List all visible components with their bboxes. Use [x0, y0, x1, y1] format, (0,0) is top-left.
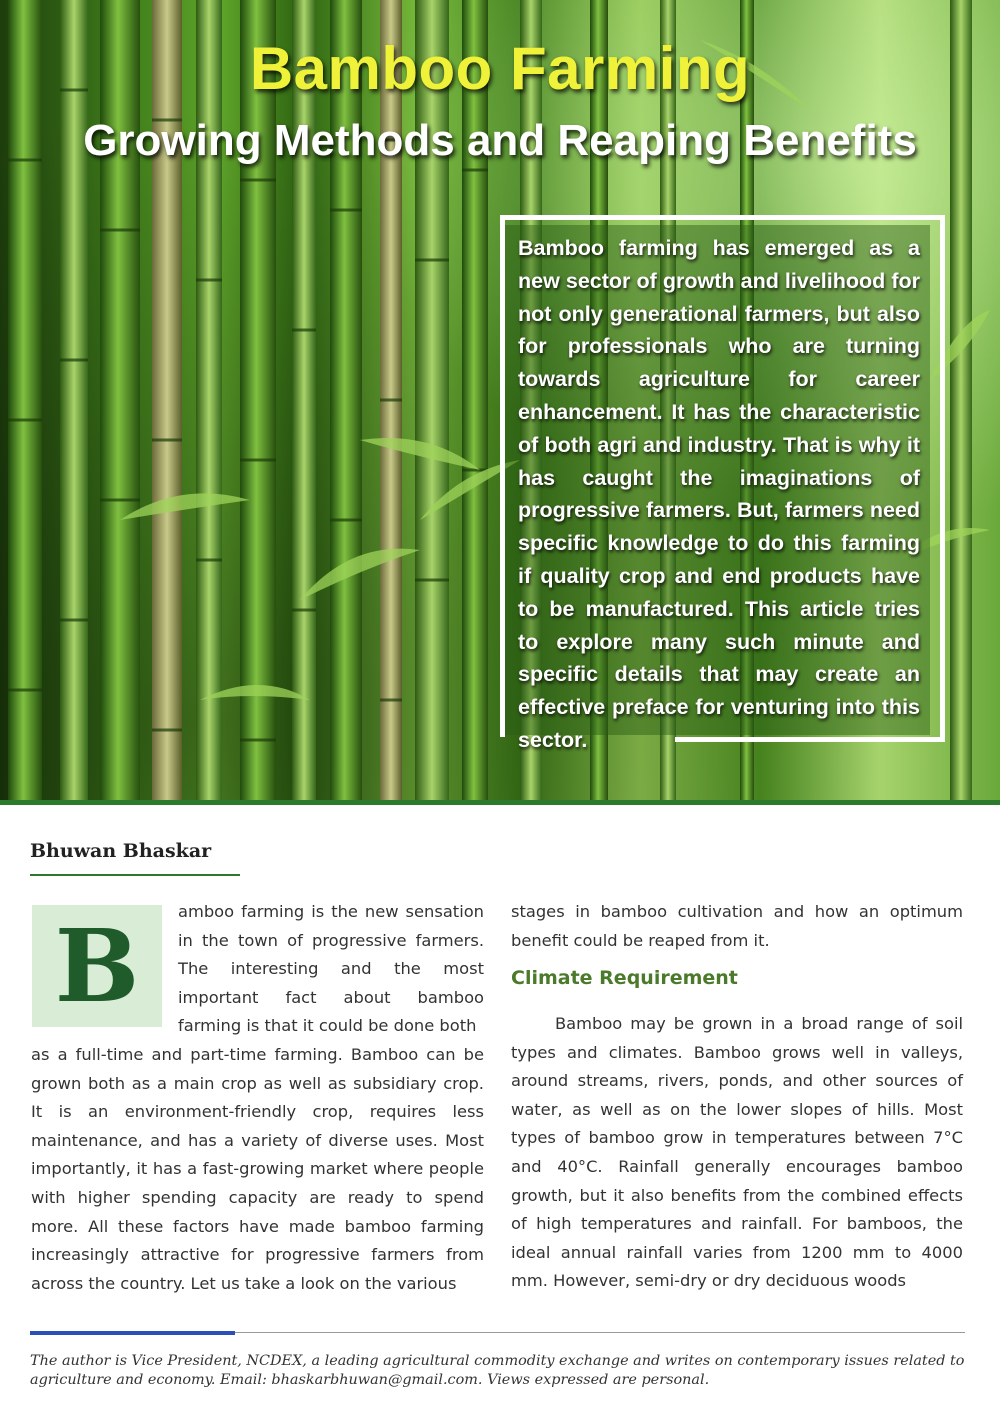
- section-heading-climate: Climate Requirement: [511, 967, 738, 989]
- climate-paragraph: [511, 1010, 963, 1296]
- article-paragraph-1-start: [178, 898, 484, 1041]
- article-paragraph-1-end: [511, 898, 963, 955]
- author-footnote: The author is Vice President, NCDEX, a leading agricultural commodity exchange and writes on contemporary issues related to agriculture and economy. Email: bhaskarbhuwan@gmail.com. Views expressed are personal.: [30, 1353, 965, 1388]
- author-name: Bhuwan Bhaskar: [30, 840, 212, 862]
- article-text: Bamboo may be grown in a broad range of soil types and climates. Bamboo grows well in valleys, around streams, rivers, ponds, and other sources of water, as well as on the lower slopes of hills. Most types of bamboo grow in temperatures between 7°C and 40°C. Rainfall generally encourages bamboo growth, but it also benefits from the combined effects of high temperatures and rainfall. For bamboos, the ideal annual rainfall varies from 1200 mm to 4000 mm. However, semi-dry or dry deciduous woods: [511, 1014, 963, 1291]
- article-text: stages in bamboo cultivation and how an optimum benefit could be reaped from it.: [511, 902, 963, 950]
- author-underline: [30, 874, 240, 876]
- article-paragraph-1-continued: [31, 1041, 484, 1298]
- footer-accent-bar: [30, 1331, 235, 1335]
- article-text: as a full-time and part-time farming. Bamboo can be grown both as a main crop as well as subsidiary crop. It is an environment-friendly crop, requires less maintenance, and has a variety of diverse uses. Most importantly, it has a fast-growing market where people with higher spending capacity are ready to spend more. All these factors have made bamboo farming increasingly attractive for progressive farmers from across the country. Let us take a look on the various: [31, 1045, 484, 1293]
- drop-cap: B: [32, 905, 162, 1027]
- intro-text: Bamboo farming has emerged as a new sector of growth and livelihood for not only generational farmers, but also for professionals who are turning towards agriculture for career enhancement. It has the characteristic of both agri and industry. That is why it has caught the imaginations of progressive farmers. But, farmers need specific knowledge to do this farming if quality crop and end products have to be manufactured. This article tries to explore many such minute and specific details that may create an effective preface for venturing into this sector.: [518, 236, 920, 752]
- page-title: Bamboo Farming: [249, 35, 751, 102]
- hero-divider: [0, 800, 1000, 805]
- page-subtitle: Growing Methods and Reaping Benefits: [83, 116, 917, 165]
- article-text: amboo farming is the new sensation in the town of progressive farmers. The interesting and the most important fact about bamboo farming is that it could be done both: [178, 902, 484, 1036]
